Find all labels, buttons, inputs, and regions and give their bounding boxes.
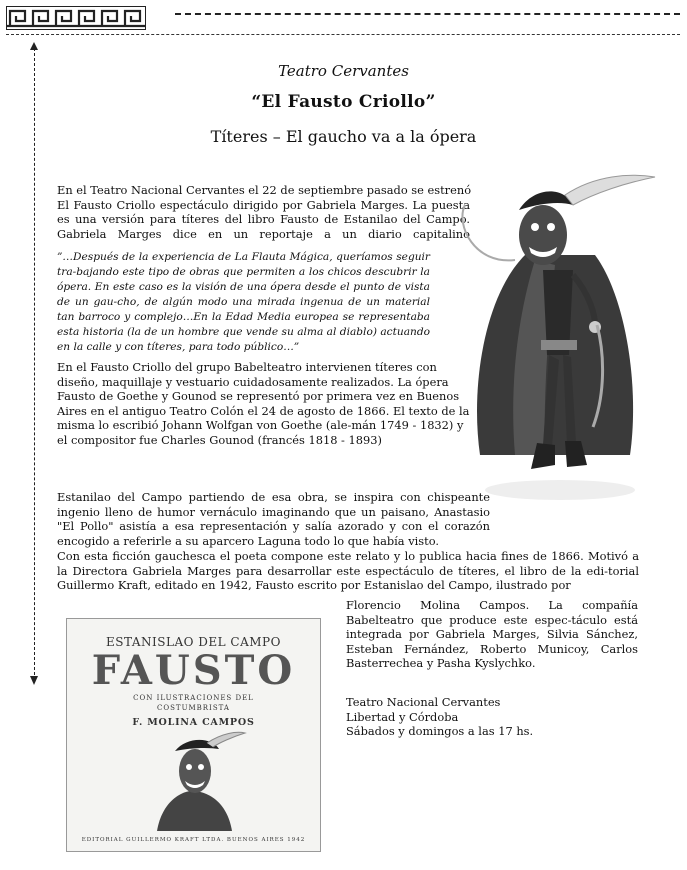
venue-schedule: Sábados y domingos a las 17 hs. [346,724,534,738]
page-title: “El Fausto Criollo” [251,92,436,112]
venue-address: Libertad y Córdoba [346,709,459,724]
header-dashed-line [175,13,680,15]
paragraph-company: Florencio Molina Campos. La compañía Babelteatro que produce este espec-táculo está integrada por Gabriela Marges, Silvia Sánchez, Esteban Fernández, Roberto Municoy, Carlos Basterrechea y Pasha Kyslychko. [346,598,638,670]
greek-key-ornament [6,6,146,30]
book-title: FAUSTO [91,647,296,694]
arrow-down-icon [30,676,38,685]
book-cover-image [66,618,321,852]
intro-line: Gabriela Marges dice en un reportaje a un diario capitalino [57,226,470,241]
intro-line: es una versión para títeres del libro Fausto de Estanilao del Campo. [57,212,470,226]
paragraph-intro [57,183,470,241]
subtitle: Títeres – El gaucho va a la ópera [210,127,477,146]
header-rule [6,34,680,35]
arrow-up-icon [30,42,38,50]
book-illustrator: F. MOLINA CAMPOS [132,717,255,728]
book-gaucho-illustration [137,731,247,831]
intro-line: El Fausto Criollo espectáculo dirigido por Gabriela Marges. La puesta [57,197,470,212]
book-subtitle-line: CON ILUSTRACIONES DEL [133,694,254,702]
puppet-illustration [455,165,675,505]
book-subtitle [67,693,320,713]
book-author: ESTANISLAO DEL CAMPO [106,635,281,649]
paragraph-history: En el Fausto Criollo del grupo Babelteatro intervienen títeres con diseño, maquillaje y vestuario cuidadosamente realizados. La ópera Fausto de Goethe y Gounod se representó por primera vez en Buenos Aires en el antiguo Teatro Colón el 24 de agosto de 1866. El texto de la misma lo escribió Johann Wolfgan von Goethe (ale-mán 1749 - 1832) y el compositor fue Charles Gounod (francés 1818 - 1893) [57,360,470,447]
book-subtitle-line: COSTUMBRISTA [157,704,230,712]
intro-line: En el Teatro Nacional Cervantes el 22 de septiembre pasado se estrenó [57,183,472,197]
paragraph-motivation: Con esta ficción gauchesca el poeta compone este relato y lo publica hacia fines de 1866. Motivó a la Directora Gabriela Marges para desarrollar este espectáculo de títeres, el libro de la edi-torial Guillermo Kraft, editado en 1942, Fausto escrito por Estanislao del Campo, ilustrado por [57,549,639,592]
paragraph-inspiration: Estanilao del Campo partiendo de esa obra, se inspira con chispeante ingenio lleno de humor vernáculo imaginando que un paisano, Anastasio "El Pollo" asistía a esa representación y salía azorado y con el corazón encogido a referirle a su aparcero Laguna todo lo que había visto. [57,490,490,548]
book-publisher: EDITORIAL GUILLERMO KRAFT LTDA. BUENOS AIRES 1942 [81,837,306,843]
venue-name: Teatro Nacional Cervantes [346,695,501,709]
interview-quote: ”…Después de la experiencia de La Flauta Mágica, queríamos seguir tra-bajando este tipo de obras que permiten a los chicos descubrir la ópera. En este caso es la visión de una ópera desde el punto de vista de un gau-cho, de algún modo una mirada ingenua de un material tan barroco y complejo…En la Edad Media europea se representaba esta historia (la de un hombre que vende su alma al diablo) actuando en la calle y con títeres, para todo público…” [57,251,430,353]
venue-info [346,695,638,739]
kicker: Teatro Cervantes [278,62,409,80]
